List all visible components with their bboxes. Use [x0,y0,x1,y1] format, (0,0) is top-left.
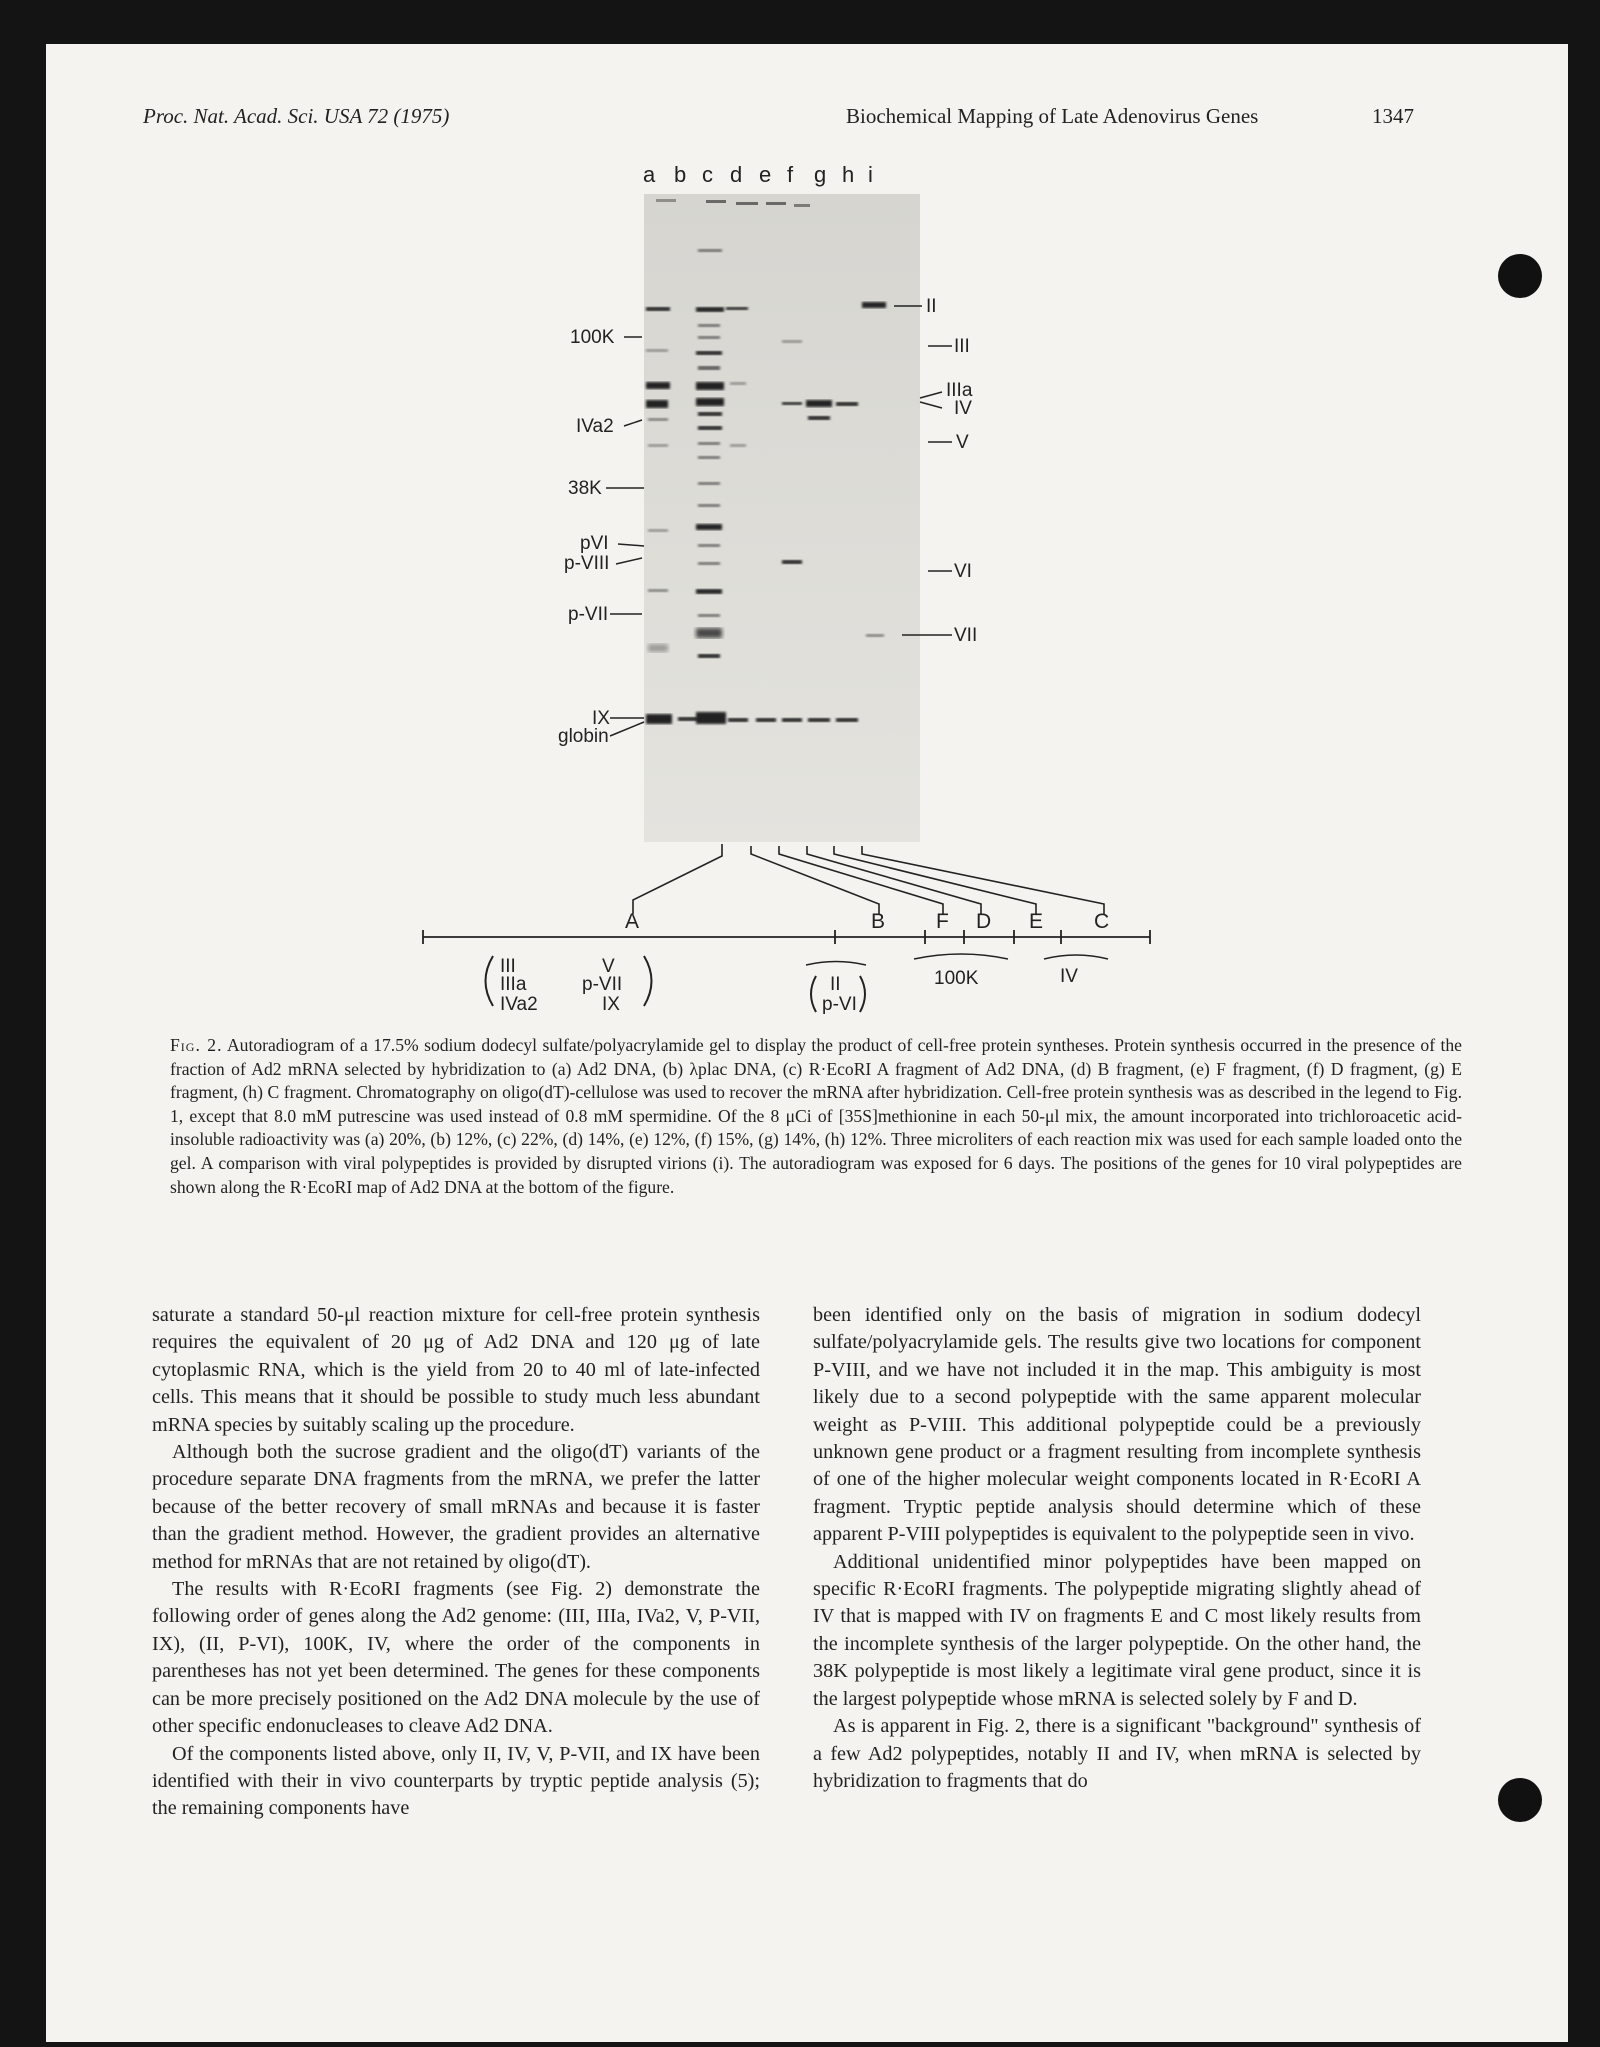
article-title-header: Biochemical Mapping of Late Adenovirus Genes [846,104,1259,128]
marker-v: V [956,432,969,453]
binder-hole-bottom [1498,1778,1542,1822]
right-paragraph-2: Additional unidentified minor polypeptides have been mapped on specific R·EcoRI fragments. The polypeptide migrating slightly ahead of IV that is mapped with IV on fragments E and C most likely results from the incomplete synthesis of the larger polypeptide. On the other hand, the 38K polypeptide is most likely a legitimate viral gene product, since it is the largest polypeptide whose mRNA is selected solely by F and D. [813,1550,1421,1710]
marker-vii: VII [954,625,978,646]
left-paragraph-3: The results with R·EcoRI fragments (see Fig. 2) demonstrate the following order of genes along the Ad2 genome: (III, IIIa, IVa2, V, P-VII, IX), (II, P-VI), 100K, IV, where the order of the components in parentheses has not yet been determined. The genes for these components can be more precisely positioned on the Ad2 DNA molecule by the use of other specific endonucleases to cleave Ad2 DNA. [152,1578,760,1738]
gene-v: V [602,956,615,977]
lane-label-c: c [702,162,713,187]
gene-100k: 100K [934,968,979,989]
fragment-c: C [1094,910,1110,933]
fragment-e: E [1029,910,1044,933]
right-paragraph-1: been identified only on the basis of migration in sodium dodecyl sulfate/polyacrylamide gels. The results give two locations for component P-VIII, and we have not included it in the map. This ambiguity is most likely due to a second polypeptide with the same apparent molecular weight as P-VIII. This additional polypeptide could be a previously unknown gene product or a fragment resulting from incomplete synthesis of one of the higher molecular weight components located in R·EcoRI A fragment. Tryptic peptide analysis should determine which of these apparent P-VIII polypeptides is equivalent to the polypeptide seen in vivo. [813,1304,1421,1546]
gene-iii: III [500,956,516,977]
marker-p-vii: p-VII [568,604,609,625]
figure-2 [46,44,1568,1064]
caption-text: Autoradiogram of a 17.5% sodium dodecyl sulfate/polyacrylamide gel to display the product of cell-free protein syntheses. Protein synthesis occurred in the presence of the fraction of Ad2 mRNA selected by hybridization to (a) Ad2 DNA, (b) λplac DNA, (c) R·EcoRI A fragment of Ad2 DNA, (d) B fragment, (e) F fragment, (f) D fragment, (g) E fragment, (h) C fragment. Chromatography on oligo(dT)-cellulose was used to recover the mRNA after hybridization. Cell-free protein synthesis was as described in the legend to Fig. 1, except that 8.0 mM putrescine was used instead of 0.8 mM spermidine. Of the 8 μCi of [35S]methionine in each 50-μl mix, the amount incorporated into trichloroacetic acid-insoluble radioactivity was (a) 20%, (b) 12%, (c) 22%, (d) 14%, (e) 12%, (f) 15%, (g) 14%, (h) 12%. Three microliters of each reaction mix was used for each sample loaded onto the gel. A comparison with viral polypeptides is provided by disrupted virions (i). The autoradiogram was exposed for 6 days. The positions of the genes for 10 viral polypeptides are shown along the R·EcoRI map of Ad2 DNA at the bottom of the figure. [170,1035,1462,1197]
page-number: 1347 [1372,104,1414,128]
lane-label-a: a [643,162,656,187]
left-paragraph-2: Although both the sucrose gradient and the oligo(dT) variants of the procedure separate DNA fragments from the mRNA, we prefer the latter because of the better recovery of small mRNAs and because it is faster than the gradient method. However, the gradient provides an alternative method for mRNAs that are not retained by oligo(dT). [152,1441,760,1573]
lane-map-connectors [633,844,1104,914]
marker-ix: IX [592,708,610,729]
journal-page [46,44,1568,2042]
gene-p-vii: p-VII [582,974,623,995]
lane-label-h: h [842,162,855,187]
journal-citation: Proc. Nat. Acad. Sci. USA 72 (1975) [143,104,450,128]
marker-iv: IV [954,398,972,419]
lane-label-g: g [814,162,827,187]
gene-p-vi: p-VI [822,994,857,1015]
marker-ii: II [926,296,937,317]
lane-labels [643,162,873,187]
fragment-a: A [625,910,640,933]
marker-globin: globin [558,726,609,747]
fragment-labels [625,910,1109,933]
marker-100k: 100K [570,327,615,348]
map-gene-groups [486,954,1109,1015]
figure-label: Fig. 2. [170,1035,223,1055]
gene-iv: IV [1060,966,1078,987]
marker-iva2: IVa2 [576,416,614,437]
marker-vi: VI [954,561,972,582]
marker-pvi: pVI [580,533,609,554]
fragment-b: B [871,910,886,933]
marker-iiia: IIIa [946,380,973,401]
fragment-f: F [936,910,949,933]
left-column [152,1302,760,1823]
marker-iii: III [954,336,970,357]
left-paragraph-4: Of the components listed above, only II, IV, V, P-VII, and IX have been identified with their in vivo counterparts by tryptic peptide analysis (5); the remaining components have [152,1742,760,1820]
lane-label-b: b [674,162,687,187]
gene-ix: IX [602,994,620,1015]
lane-label-d: d [730,162,743,187]
gene-iva2: IVa2 [500,994,538,1015]
gel-autoradiogram [644,194,920,842]
marker-p-viii: p-VIII [564,553,610,574]
marker-38k: 38K [568,478,602,499]
left-markers [558,327,644,747]
gene-ii: II [830,974,841,995]
left-paragraph-1: saturate a standard 50-μl reaction mixture for cell-free protein synthesis requires the equivalent of 20 μg of Ad2 DNA and 120 μg of late cytoplasmic RNA, which is the yield from 20 to 40 ml of late-infected cells. This means that it should be possible to study much less abundant mRNA species by suitably scaling up the procedure. [152,1304,760,1436]
lane-label-f: f [787,162,794,187]
lane-label-i: i [868,162,873,187]
lane-label-e: e [759,162,772,187]
figure-caption [170,1034,1462,1199]
gene-iiia: IIIa [500,974,527,995]
right-paragraph-3: As is apparent in Fig. 2, there is a significant "background" synthesis of a few Ad2 polypeptides, notably II and IV, when mRNA is selected by hybridization to fragments that do [813,1715,1421,1792]
right-column [813,1302,1421,1795]
fragment-d: D [976,910,992,933]
